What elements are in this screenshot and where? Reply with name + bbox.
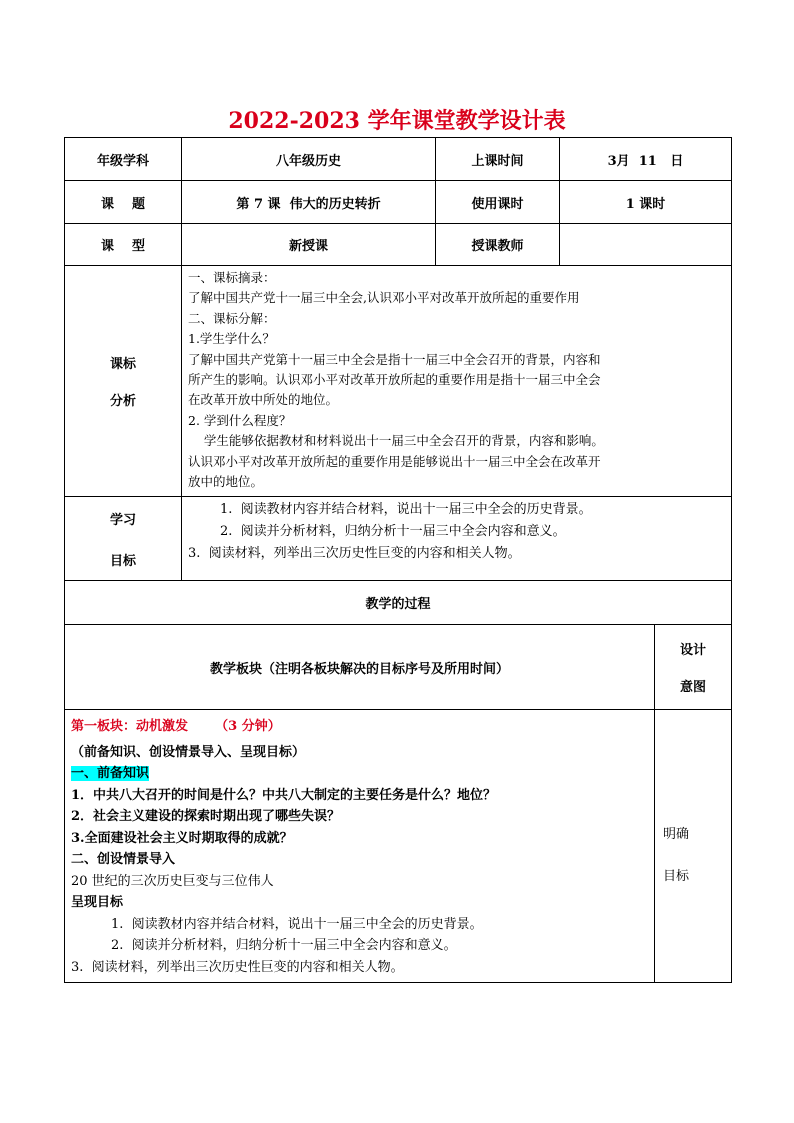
hours-value: 1 课时 <box>560 181 732 224</box>
analysis-line: 二、课标分解： <box>188 310 276 326</box>
analysis-line: 认识邓小平对改革开放所起的重要作用是能够说出十一届三中全会在改革开 <box>188 453 601 469</box>
prior-question: 1．中共八大召开的时间是什么？中共八大制定的主要任务是什么？地位？ <box>71 787 497 803</box>
analysis-label-2: 分析 <box>109 394 136 410</box>
analysis-line: 在改革开放中所处的地位。 <box>188 392 339 408</box>
type-label: 课 型 <box>65 224 182 266</box>
scene-heading: 二、创设情景导入 <box>71 852 176 868</box>
hours-label: 使用课时 <box>436 181 560 224</box>
analysis-label-1: 课标 <box>109 357 136 373</box>
analysis-line: 了解中国共产党十一届三中全会,认识邓小平对改革开放所起的重要作用 <box>188 290 580 306</box>
section1-title: 第一板块：动机激发 （3 分钟） <box>71 719 281 735</box>
grade-value: 八年级历史 <box>182 138 436 181</box>
goal-item: 2. 阅读并分析材料，归纳分析十一届三中全会内容和意义。 <box>220 524 566 540</box>
header-row-type <box>65 224 732 266</box>
goals-label-2: 目标 <box>109 553 136 569</box>
prior-heading-wrap <box>71 763 648 785</box>
time-value: 3月 11 日 <box>560 138 732 181</box>
time-label: 上课时间 <box>436 138 560 181</box>
design-intent-header <box>655 625 732 710</box>
design-label-1: 设计 <box>679 643 706 659</box>
process-column-title: 教学板块（注明各板块解决的目标序号及所用时间） <box>65 625 655 710</box>
goals-label <box>65 497 182 581</box>
section1-subtitle: （前备知识、创设情景导入、呈现目标） <box>71 744 306 760</box>
process-heading-row <box>65 581 732 625</box>
design-label-2: 意图 <box>679 680 706 696</box>
present-goal: 3. 阅读材料，列举出三次历史性巨变的内容和相关人物。 <box>71 959 404 975</box>
section1-row <box>65 710 732 983</box>
lesson-plan-table <box>64 137 732 983</box>
section1-content <box>65 710 655 983</box>
analysis-content <box>182 266 732 497</box>
process-heading: 教学的过程 <box>65 581 732 625</box>
analysis-line: 2. 学到什么程度？ <box>188 412 292 428</box>
goals-row <box>65 497 732 581</box>
topic-label: 课 题 <box>65 181 182 224</box>
teacher-value <box>560 224 732 266</box>
topic-value: 第 7 课 伟大的历史转折 <box>182 181 436 224</box>
scene-text: 20 世纪的三次历史巨变与三位伟人 <box>71 873 274 889</box>
prior-question: 3.全面建设社会主义时期取得的成就？ <box>71 830 293 846</box>
process-column-row <box>65 625 732 710</box>
section1-intent <box>655 710 732 983</box>
teacher-label: 授课教师 <box>436 224 560 266</box>
prior-heading: 一、前备知识 <box>71 766 150 782</box>
analysis-line: 所产生的影响。认识邓小平对改革开放所起的重要作用是指十一届三中全会 <box>188 372 601 388</box>
intent-line-2: 目标 <box>663 869 690 885</box>
goals-label-1: 学习 <box>109 512 136 528</box>
analysis-label <box>65 266 182 497</box>
header-row-grade <box>65 138 732 181</box>
goal-item: 1. 阅读教材内容并结合材料，说出十一届三中全会的历史背景。 <box>220 502 592 518</box>
intent-line-1: 明确 <box>663 827 690 843</box>
type-value: 新授课 <box>182 224 436 266</box>
goal-item: 3. 阅读材料，列举出三次历史性巨变的内容和相关人物。 <box>188 546 521 562</box>
header-row-topic <box>65 181 732 224</box>
analysis-line: 1.学生学什么？ <box>188 331 275 347</box>
analysis-line: 一、课标摘录： <box>188 270 276 285</box>
analysis-row <box>65 266 732 497</box>
page-title: 2022-2023 学年课堂教学设计表 <box>228 108 566 134</box>
goals-content <box>182 497 732 581</box>
prior-question: 2．社会主义建设的探索时期出现了哪些失误？ <box>71 809 341 825</box>
present-heading: 呈现目标 <box>71 895 124 911</box>
analysis-line: 放中的地位。 <box>188 474 264 490</box>
analysis-line: 学生能够依据教材和材料说出十一届三中全会召开的背景，内容和影响。 <box>188 433 604 449</box>
present-goal: 2. 阅读并分析材料，归纳分析十一届三中全会内容和意义。 <box>111 938 457 954</box>
grade-label: 年级学科 <box>65 138 182 181</box>
present-goal: 1. 阅读教材内容并结合材料，说出十一届三中全会的历史背景。 <box>111 916 483 932</box>
analysis-line: 了解中国共产党第十一届三中全会是指十一届三中全会召开的背景，内容和 <box>188 351 601 367</box>
